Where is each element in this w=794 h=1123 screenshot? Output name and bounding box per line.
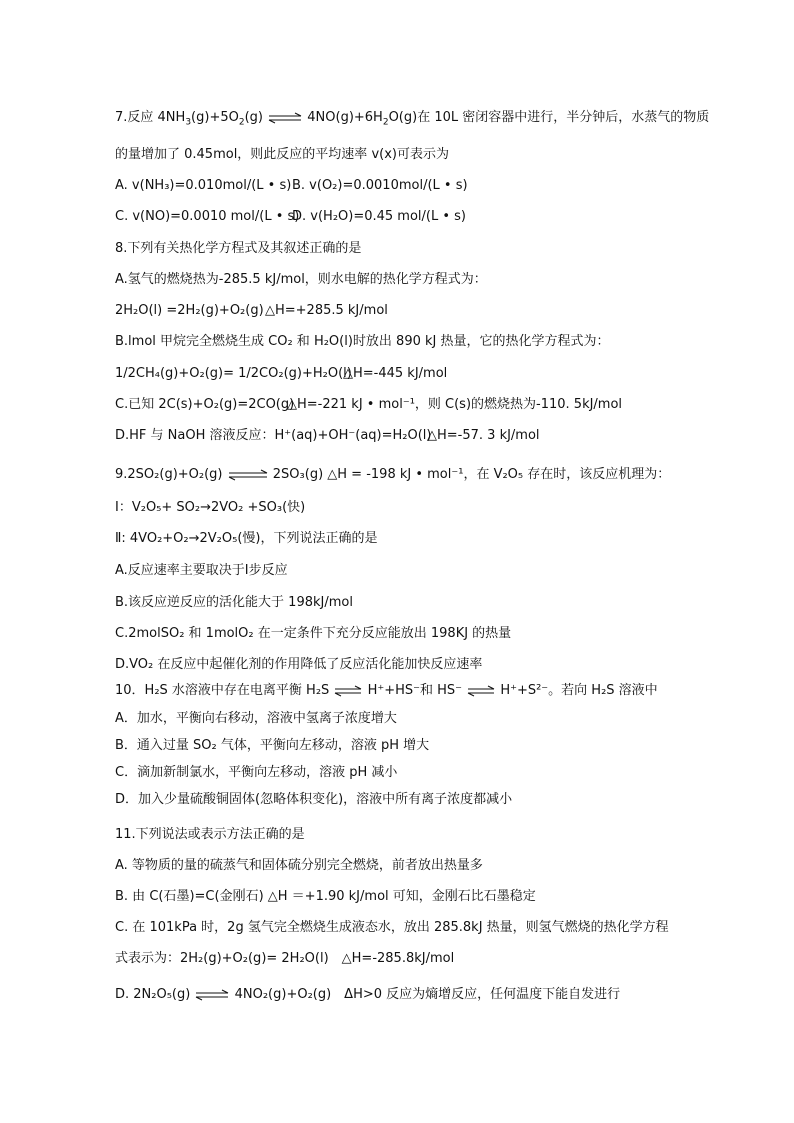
q8-option-a-enthalpy: △H=+285.5 kJ/mol: [265, 303, 388, 318]
reversible-arrow-icon: [195, 989, 229, 1001]
q11-option-d-left: D. 2N₂O₅(g): [115, 987, 191, 1002]
q11-option-a: A. 等物质的量的硫蒸气和固体硫分别完全燃烧，前者放出热量多: [115, 858, 483, 873]
q9-option-b: B.该反应逆反应的活化能大于 198kJ/mol: [115, 595, 353, 610]
q8-option-d: [115, 427, 540, 445]
q10-stem: [115, 682, 658, 700]
reversible-arrow-icon: [334, 685, 362, 697]
q8-option-a-line1: A.氢气的燃烧热为-285.5 kJ/mol，则水电解的热化学方程式为：: [115, 272, 487, 287]
q10-option-a: A．加水，平衡向右移动，溶液中氢离子浓度增大: [115, 711, 397, 726]
q8-option-d-equation: D.HF 与 NaOH 溶液反应：H⁺(aq)+OH⁻(aq)=H₂O(l): [115, 428, 432, 443]
q8-stem: 8.下列有关热化学方程式及其叙述正确的是: [115, 241, 362, 256]
q11-option-c-line2: 式表示为：2H₂(g)+O₂(g)= 2H₂O(l) △H=-285.8kJ/mol: [115, 951, 455, 966]
q9-option-d: D.VO₂ 在反应中起催化剂的作用降低了反应活化能加快反应速率: [115, 657, 483, 672]
q7-option-a: A. v(NH₃)=0.010mol/(L • s): [115, 178, 292, 193]
q10-option-d: D．加入少量硫酸铜固体(忽略体积变化)，溶液中所有离子浓度都减小: [115, 792, 513, 807]
q7-stem-part-a: 7.反应 4NH: [115, 110, 186, 125]
q9-option-a: A.反应速率主要取决于Ⅰ步反应: [115, 563, 288, 578]
q8-option-c: [115, 396, 622, 414]
q7-stem-part-e: O(g)在 10L 密闭容器中进行，半分钟后，水蒸气的物质: [388, 110, 710, 125]
q7-option-c: C. v(NO)=0.0010 mol/(L • s): [115, 209, 300, 224]
q7-option-b: B. v(O₂)=0.0010mol/(L • s): [292, 178, 468, 193]
q7-options-row2: [115, 208, 466, 226]
q8-option-c-equation: C.已知 2C(s)+O₂(g)=2CO(g): [115, 397, 295, 412]
q8-option-a-equation: 2H₂O(l) =2H₂(g)+O₂(g): [115, 303, 264, 318]
q7-stem-part-d: 4NO(g)+6H: [307, 110, 383, 125]
q9-stem-left: 9.2SO₂(g)+O₂(g): [115, 467, 223, 482]
q8-option-b-equation: 1/2CH₄(g)+O₂(g)= 1/2CO₂(g)+H₂O(l): [115, 366, 352, 381]
reversible-arrow-icon: [268, 112, 302, 124]
q9-mechanism-step2: Ⅱ: 4VO₂+O₂→2V₂O₅(慢)，下列说法正确的是: [115, 531, 378, 546]
q10-stem-part-b: H⁺+HS⁻和 HS⁻: [367, 683, 463, 698]
q8-option-c-enthalpy: △H=-221 kJ • mol⁻¹，则 C(s)的燃烧热为-110. 5kJ/mol: [287, 397, 623, 412]
q8-option-b-line2: [115, 365, 447, 383]
q11-option-c-line1: C. 在 101kPa 时，2g 氢气完全燃烧生成液态水，放出 285.8kJ 热量，则氢气燃烧的热化学方程: [115, 920, 669, 935]
q7-options-row1: [115, 177, 468, 195]
q7-stem-part-c: (g): [244, 110, 263, 125]
q8-option-b-enthalpy: △H=-445 kJ/mol: [343, 366, 448, 381]
q7-stem-line2: 的量增加了 0.45mol，则此反应的平均速率 v(x)可表示为: [115, 147, 449, 162]
q10-stem-part-a: 10．H₂S 水溶液中存在电离平衡 H₂S: [115, 683, 330, 698]
q10-option-c: C．滴加新制氯水，平衡向左移动，溶液 pH 减小: [115, 765, 398, 780]
q11-option-d: [115, 986, 620, 1004]
q7-stem-part-b: (g)+5O: [191, 110, 239, 125]
q11-stem: 11.下列说法或表示方法正确的是: [115, 827, 305, 842]
q9-stem-right: 2SO₃(g) △H = -198 kJ • mol⁻¹，在 V₂O₅ 存在时，该反应机理为：: [272, 467, 671, 482]
q11-option-b: B. 由 C(石墨)=C(金刚石) △H ＝+1.90 kJ/mol 可知，金刚石比石墨稳定: [115, 889, 536, 904]
q9-mechanism-step1: Ⅰ：V₂O₅+ SO₂→2VO₂ +SO₃(快): [115, 500, 306, 515]
q10-stem-part-c: H⁺+S²⁻。若向 H₂S 溶液中: [500, 683, 658, 698]
q9-stem: [115, 466, 670, 484]
q8-option-d-enthalpy: △H=-57. 3 kJ/mol: [427, 428, 540, 443]
reversible-arrow-icon: [228, 469, 268, 481]
q9-option-c: C.2molSO₂ 和 1molO₂ 在一定条件下充分反应能放出 198KJ 的热量: [115, 626, 512, 641]
q11-option-d-right: 4NO₂(g)+O₂(g) ΔH>0 反应为熵增反应，任何温度下能自发进行: [234, 987, 621, 1002]
q10-option-b: B．通入过量 SO₂ 气体，平衡向左移动，溶液 pH 增大: [115, 738, 430, 753]
q7-option-d: D. v(H₂O)=0.45 mol/(L • s): [292, 209, 467, 224]
q7-stem-line1: 7.反应 $4NH_3(g)+5O_2(g)$ $4NO(g)+6H_2O(g)$在 10L 密闭容器中进行，半分钟后，水蒸气的物质: [115, 110, 710, 128]
reversible-arrow-icon: [467, 685, 495, 697]
q8-option-a-line2: [115, 302, 388, 320]
q8-option-b-line1: B.lmol 甲烷完全燃烧生成 CO₂ 和 H₂O(l)时放出 890 kJ 热量，它的热化学方程式为：: [115, 334, 610, 349]
